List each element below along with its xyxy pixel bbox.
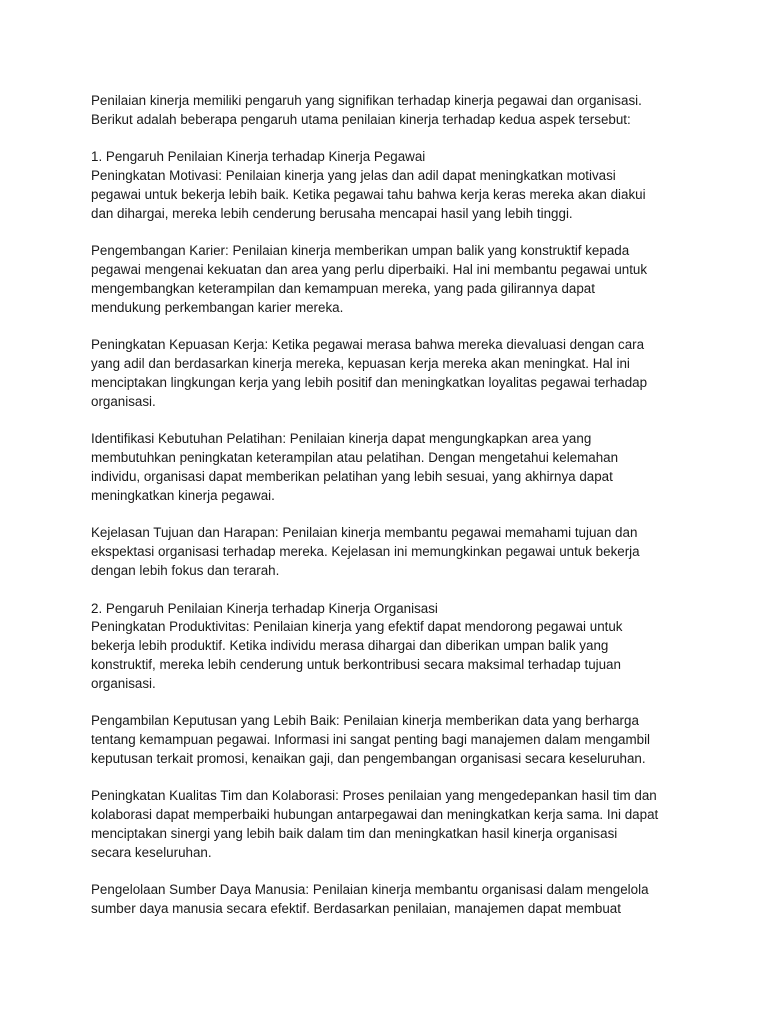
text-line: membutuhkan peningkatan keterampilan atau pelatihan. Dengan mengetahui kelemahan bbox=[91, 450, 619, 466]
text-line: dan dihargai, mereka lebih cenderung berusaha mencapai hasil yang lebih tinggi. bbox=[91, 205, 573, 221]
section-1 bbox=[91, 148, 691, 580]
paragraph-peningkatan-kepuasan-kerja bbox=[91, 336, 691, 411]
text-line: kolaborasi dapat memperbaiki hubungan antarpegawai dan meningkatkan kerja sama. Ini dapat bbox=[91, 807, 659, 823]
text-line: menciptakan lingkungan kerja yang lebih positif dan meningkatkan loyalitas pegawai terhadap bbox=[91, 374, 648, 390]
paragraph-pengelolaan-sdm bbox=[91, 881, 691, 919]
text-line: menciptakan sinergi yang lebih baik dalam tim dan meningkatkan hasil kinerja organisasi bbox=[91, 826, 618, 842]
text-line: bekerja lebih produktif. Ketika individu merasa dihargai dan diberikan umpan balik yang bbox=[91, 638, 609, 654]
text-line: yang adil dan berdasarkan kinerja mereka, kepuasan kerja mereka akan meningkat. Hal ini bbox=[91, 356, 630, 372]
text-line: secara keseluruhan. bbox=[91, 844, 212, 860]
text-line: Identifikasi Kebutuhan Pelatihan: Penilaian kinerja dapat mengungkapkan area yang bbox=[91, 431, 592, 447]
text-line: Berikut adalah beberapa pengaruh utama penilaian kinerja terhadap kedua aspek tersebut: bbox=[91, 111, 631, 127]
text-line: mengembangkan keterampilan dan kemampuan mereka, yang pada gilirannya dapat bbox=[91, 280, 595, 296]
text-line: tentang kemampuan pegawai. Informasi ini sangat penting bagi manajemen dalam mengambil bbox=[91, 732, 651, 748]
paragraph-peningkatan-kualitas-tim bbox=[91, 787, 691, 862]
section-heading: 1. Pengaruh Penilaian Kinerja terhadap Kinerja Pegawai bbox=[91, 149, 426, 165]
paragraph-pengambilan-keputusan bbox=[91, 712, 691, 768]
text-line: Pengelolaan Sumber Daya Manusia: Penilaian kinerja membantu organisasi dalam mengelola bbox=[91, 882, 649, 898]
text-line: konstruktif, mereka lebih cenderung untuk berkontribusi secara maksimal terhadap tujuan bbox=[91, 656, 621, 672]
paragraph-peningkatan-motivasi bbox=[91, 167, 691, 223]
text-line: Peningkatan Kepuasan Kerja: Ketika pegawai merasa bahwa mereka dievaluasi dengan cara bbox=[91, 337, 645, 353]
text-line: Peningkatan Motivasi: Penilaian kinerja yang jelas dan adil dapat meningkatkan motivasi bbox=[91, 168, 616, 184]
text-line: ekspektasi organisasi terhadap mereka. Kejelasan ini memungkinkan pegawai untuk bekerja bbox=[91, 544, 640, 560]
text-line: organisasi. bbox=[91, 393, 156, 409]
text-line: keputusan terkait promosi, kenaikan gaji, dan pengembangan organisasi secara keseluruhan. bbox=[91, 750, 646, 766]
text-line: Kejelasan Tujuan dan Harapan: Penilaian kinerja membantu pegawai memahami tujuan dan bbox=[91, 525, 638, 541]
section-2 bbox=[91, 600, 691, 920]
paragraph-kejelasan-tujuan bbox=[91, 524, 691, 580]
text-line: meningkatkan kinerja pegawai. bbox=[91, 487, 275, 503]
text-line: individu, organisasi dapat memberikan pelatihan yang lebih sesuai, yang akhirnya dapat bbox=[91, 468, 613, 484]
paragraph-identifikasi-kebutuhan-pelatihan bbox=[91, 430, 691, 505]
document-page bbox=[91, 92, 691, 919]
text-line: organisasi. bbox=[91, 675, 156, 691]
paragraph-pengembangan-karier bbox=[91, 242, 691, 317]
text-line: pegawai mengenai kekuatan dan area yang perlu diperbaiki. Hal ini membantu pegawai untuk bbox=[91, 262, 648, 278]
text-line: pegawai untuk bekerja lebih baik. Ketika pegawai tahu bahwa kerja keras mereka akan diakui bbox=[91, 186, 646, 202]
text-line: sumber daya manusia secara efektif. Berdasarkan penilaian, manajemen dapat membuat bbox=[91, 901, 621, 917]
text-line: Pengambilan Keputusan yang Lebih Baik: Penilaian kinerja memberikan data yang berharga bbox=[91, 713, 639, 729]
text-line: Peningkatan Produktivitas: Penilaian kinerja yang efektif dapat mendorong pegawai untuk bbox=[91, 619, 623, 635]
paragraph-peningkatan-produktivitas bbox=[91, 618, 691, 693]
text-line: Peningkatan Kualitas Tim dan Kolaborasi: Proses penilaian yang mengedepankan hasil tim dan bbox=[91, 788, 657, 804]
text-line: Penilaian kinerja memiliki pengaruh yang signifikan terhadap kinerja pegawai dan organisasi. bbox=[91, 93, 642, 108]
text-line: Pengembangan Karier: Penilaian kinerja memberikan umpan balik yang konstruktif kepada bbox=[91, 243, 630, 259]
text-line: mendukung perkembangan karier mereka. bbox=[91, 299, 344, 315]
intro-paragraph bbox=[91, 92, 691, 130]
text-line: dengan lebih fokus dan terarah. bbox=[91, 562, 280, 578]
section-heading: 2. Pengaruh Penilaian Kinerja terhadap Kinerja Organisasi bbox=[91, 600, 438, 616]
